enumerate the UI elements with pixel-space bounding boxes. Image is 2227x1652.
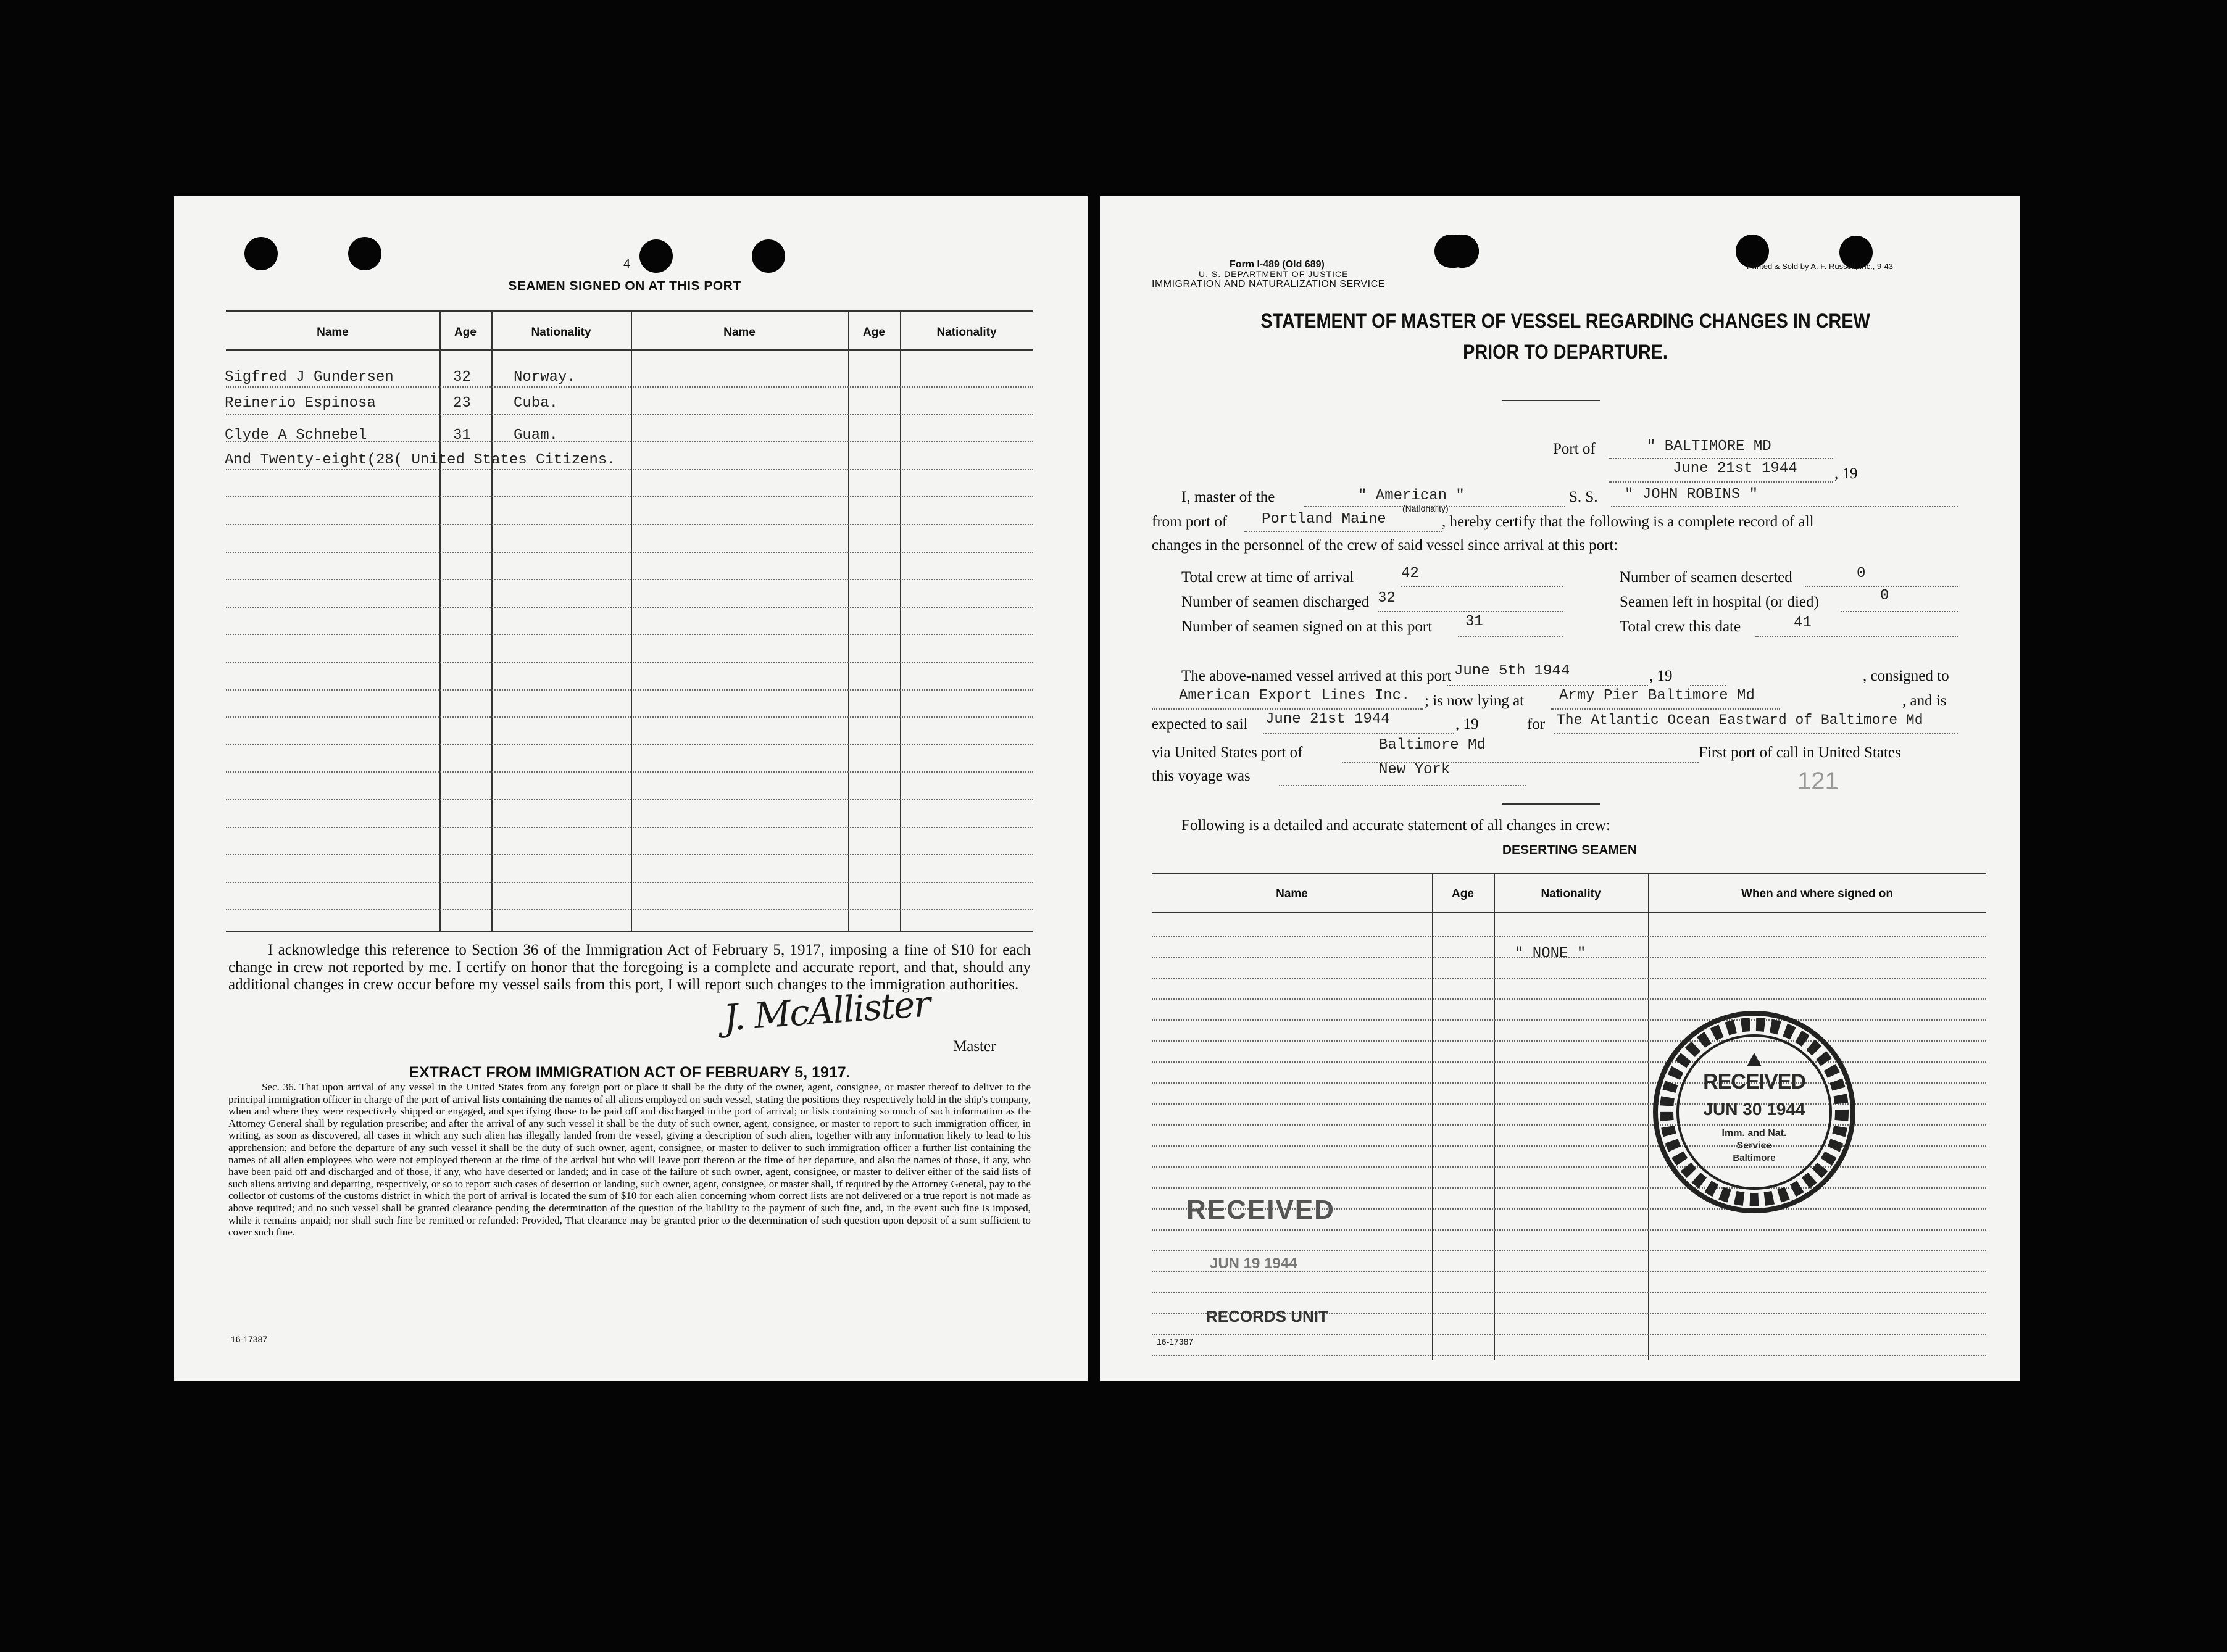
port-of-value: " BALTIMORE MD xyxy=(1647,438,1771,455)
master-signature: J. McAllister xyxy=(722,982,931,1039)
round-stamp-date: JUN 30 1944 xyxy=(1703,1100,1805,1119)
discharged-label: Number of seamen discharged xyxy=(1181,594,1370,610)
table-rule xyxy=(1152,1292,1986,1293)
total-crew-date: 41 xyxy=(1794,615,1812,631)
table-rule xyxy=(1152,1061,1986,1063)
none-entry: " NONE " xyxy=(1515,945,1586,962)
voyage-label: this voyage was xyxy=(1152,768,1251,784)
received-stamp-date: JUN 19 1944 xyxy=(1210,1255,1297,1272)
following-text: Following is a detailed and accurate statement of all changes in crew: xyxy=(1181,817,1610,834)
via-port: Baltimore Md xyxy=(1379,737,1486,753)
port-of-label: Port of xyxy=(1553,441,1596,457)
from-port-value: Portland Maine xyxy=(1262,511,1386,528)
department: U. S. DEPARTMENT OF JUSTICE xyxy=(1199,269,1349,279)
form-number: Form I-489 (Old 689) xyxy=(1230,259,1325,270)
first-port-label: First port of call in United States xyxy=(1699,744,1901,761)
form-code: 16-17387 xyxy=(231,1334,268,1344)
table-rule xyxy=(1152,1229,1986,1231)
table-rule xyxy=(226,634,1033,635)
row-3-nationality: Guam. xyxy=(514,427,559,444)
row-2-nationality: Cuba. xyxy=(514,395,559,412)
total-crew-arrival: 42 xyxy=(1401,565,1419,582)
table-rule xyxy=(226,744,1033,745)
total-crew-arrival-label: Total crew at time of arrival xyxy=(1181,569,1354,586)
table-rule xyxy=(1152,1019,1986,1021)
hospital-label: Seamen left in hospital (or died) xyxy=(1620,594,1819,610)
table-rule xyxy=(1152,1124,1986,1126)
right-page xyxy=(1100,196,2020,1381)
certify-text: , hereby certify that the following is a complete record of all xyxy=(1442,513,1814,530)
table-rule xyxy=(226,386,1033,388)
page-mark: 121 xyxy=(1797,768,1839,795)
via-label: via United States port of xyxy=(1152,744,1303,761)
table-rule xyxy=(1152,1145,1986,1147)
records-unit-stamp: RECORDS UNIT xyxy=(1206,1307,1328,1326)
table-rule xyxy=(226,414,1033,415)
hospital: 0 xyxy=(1880,587,1889,604)
row-3-age: 31 xyxy=(453,427,471,444)
certify-text-2: changes in the personnel of the crew of said vessel since arrival at this port: xyxy=(1152,537,1618,554)
from-port-label: from port of xyxy=(1152,513,1228,530)
extract-title: EXTRACT FROM IMMIGRATION ACT OF FEBRUARY 5, 1917. xyxy=(409,1064,851,1081)
desert-col-nationality: Nationality xyxy=(1541,887,1601,900)
table-rule xyxy=(226,607,1033,608)
col-header-age-2: Age xyxy=(863,326,885,339)
form-title-line2: PRIOR TO DEPARTURE. xyxy=(1463,341,1668,363)
printer-credit: Printed & Sold by A. F. Russell, Inc., 9-43 xyxy=(1747,262,1894,271)
table-rule xyxy=(226,854,1033,855)
table-rule xyxy=(226,552,1033,553)
table-rule xyxy=(1152,1082,1986,1084)
expected-sail-label: expected to sail xyxy=(1152,716,1248,733)
row-1-nationality: Norway. xyxy=(514,369,576,386)
table-rule xyxy=(1152,1103,1986,1105)
row-3-name: Clyde A Schnebel xyxy=(225,427,367,444)
sail-date: June 21st 1944 xyxy=(1265,711,1390,728)
expected-label: , and is xyxy=(1902,692,1947,709)
punch-hole xyxy=(752,239,785,273)
desert-col-age: Age xyxy=(1452,887,1474,900)
consigned-label: , consigned to xyxy=(1863,668,1949,684)
table-rule xyxy=(1152,1187,1986,1189)
lying-label: ; is now lying at xyxy=(1425,692,1525,709)
table-rule xyxy=(226,909,1033,910)
table-rule xyxy=(226,689,1033,691)
table-rule xyxy=(226,799,1033,800)
table-rule xyxy=(1152,1355,1986,1356)
nationality-value: " American " xyxy=(1358,488,1465,504)
round-received-stamp xyxy=(1649,1007,1859,1217)
deserting-heading: DESERTING SEAMEN xyxy=(1502,843,1638,857)
table-rule xyxy=(1152,998,1986,1000)
table-rule xyxy=(226,882,1033,883)
form-title-line1: STATEMENT OF MASTER OF VESSEL REGARDING CHANGES IN CREW xyxy=(1260,310,1870,332)
master-of-label: I, master of the xyxy=(1181,489,1275,505)
extract-text: Sec. 36. That upon arrival of any vessel in the United States from any foreign port or place it shall be the duty of the owner, agent, consignee, or master thereof to deliver to the principal immigration officer in charge of the port of arrival lists containing the names of all aliens employed on such vessel, stating the positions they respectively hold in the ship's company, when and where they were respectively shipped or engaged, and specifying those to be paid off and discharged in the port of arrival; or lists containing so much of such information as the Attorney General shall by regulation prescribe; and after the arrival of any such vessel it shall be the duty of such owner, agent, consignee, or master to report to such immigration officer, in writing, as soon as discovered, all cases in which any such alien has illegally landed from the vessel, giving a description of such alien, together with any information likely to lead to his apprehension; and before the departure of any such vessel it shall be the duty of such owner, agent, consignee, or master to deliver to such immigration officer a further list containing the names of all alien employees who were not employed thereon at the time of the arrival but who will leave port thereon at the time of her departure, and also the names of those, if any, who have been paid off and discharged and of those, if any, who have deserted or landed; and in case of the failure of such owner, agent, consignee, or master to deliver either of the said lists of such aliens arriving and departing, respectively, or so to report such cases of desertion or landing, such owner, agent, consignee, or master shall, if required by the Attorney General, pay to the collector of customs of the customs district in which the port of arrival is located the sum of $10 for each alien concerning whom correct lists are not delivered or a true report is not made as above required; and no such vessel shall be granted clearance pending the determination of the question of the liability to the payment of such fine, and, in the event such fine is imposed, while it remains unpaid; nor shall such fine be remitted or refunded: Provided, That clearance may be granted prior to the determination of such question upon deposit of a sum sufficient to cover such fine. xyxy=(228,1081,1031,1239)
total-crew-date-label: Total crew this date xyxy=(1620,618,1741,635)
row-1-age: 32 xyxy=(453,369,471,386)
nationality-caption: (Nationality) xyxy=(1402,504,1449,513)
table-rule xyxy=(226,771,1033,773)
col-header-nationality: Nationality xyxy=(531,326,591,339)
punch-hole xyxy=(348,237,381,270)
desert-col-name: Name xyxy=(1276,887,1308,900)
table-rule xyxy=(1152,1250,1986,1251)
form-code: 16-17387 xyxy=(1157,1337,1194,1347)
consignee: American Export Lines Inc. xyxy=(1179,687,1410,704)
master-label: Master xyxy=(953,1038,996,1055)
ship-name: " JOHN ROBINS " xyxy=(1625,486,1759,503)
date-value: June 21st 1944 xyxy=(1673,460,1797,477)
service: IMMIGRATION AND NATURALIZATION SERVICE xyxy=(1152,279,1385,289)
lying-at: Army Pier Baltimore Md xyxy=(1559,687,1755,704)
table-rule xyxy=(226,827,1033,828)
table-rule xyxy=(226,524,1033,525)
punch-hole xyxy=(639,239,673,273)
table-rule xyxy=(1152,1334,1986,1335)
table-rule xyxy=(1152,1040,1986,1042)
round-stamp-line1: Imm. and Nat. xyxy=(1721,1128,1787,1139)
arrived-suffix: , 19 xyxy=(1649,668,1673,684)
round-stamp-line3: Baltimore xyxy=(1733,1153,1776,1163)
seamen-signed-heading: SEAMEN SIGNED ON AT THIS PORT xyxy=(508,279,741,293)
row-4-name: And Twenty-eight(28( United States Citizens. xyxy=(225,452,616,468)
table-rule xyxy=(226,662,1033,663)
page-number: 4 xyxy=(623,255,630,271)
table-rule xyxy=(226,469,1033,470)
round-stamp-received: RECEIVED xyxy=(1703,1070,1805,1094)
sail-suffix: , 19 xyxy=(1455,716,1479,733)
table-rule xyxy=(1152,936,1986,937)
discharged: 32 xyxy=(1378,590,1396,607)
row-2-name: Reinerio Espinosa xyxy=(225,395,376,412)
row-2-age: 23 xyxy=(453,395,471,412)
arrived-date: June 5th 1944 xyxy=(1454,663,1570,679)
left-page xyxy=(174,196,1088,1381)
row-1-name: Sigfred J Gundersen xyxy=(225,369,394,386)
col-header-name: Name xyxy=(317,326,349,339)
arrived-label: The above-named vessel arrived at this port xyxy=(1181,668,1452,684)
col-header-nationality-2: Nationality xyxy=(936,326,997,339)
destination: The Atlantic Ocean Eastward of Baltimore Md xyxy=(1557,712,1923,728)
acknowledgment-text: I acknowledge this reference to Section 36 of the Immigration Act of February 5, 1917, imposing a fine of $10 for each change in crew not reported by me. I certify on honor that the foregoing is a complete and accurate report, and that, should any additional changes in crew occur before my vessel sails from this port, I will report such changes to the immigration authorities. xyxy=(228,942,1031,993)
signed-on-label: Number of seamen signed on at this port xyxy=(1181,618,1433,635)
desert-col-signed-on: When and where signed on xyxy=(1741,887,1893,900)
round-stamp-line2: Service xyxy=(1736,1140,1772,1151)
ss-label: S. S. xyxy=(1569,489,1598,505)
col-header-name-2: Name xyxy=(723,326,756,339)
table-rule xyxy=(226,579,1033,580)
table-rule xyxy=(226,496,1033,497)
first-port: New York xyxy=(1379,762,1451,778)
table-rule xyxy=(1152,1166,1986,1168)
punch-hole xyxy=(244,237,278,270)
for-label: for xyxy=(1527,716,1546,733)
deserted-label: Number of seamen deserted xyxy=(1620,569,1792,586)
deserted: 0 xyxy=(1857,565,1866,582)
signed-on: 31 xyxy=(1465,613,1483,630)
table-rule xyxy=(1152,978,1986,979)
punch-hole xyxy=(1434,235,1468,268)
col-header-age: Age xyxy=(454,326,477,339)
date-suffix: , 19 xyxy=(1834,465,1858,482)
received-stamp: RECEIVED xyxy=(1186,1195,1335,1225)
table-rule xyxy=(226,716,1033,718)
